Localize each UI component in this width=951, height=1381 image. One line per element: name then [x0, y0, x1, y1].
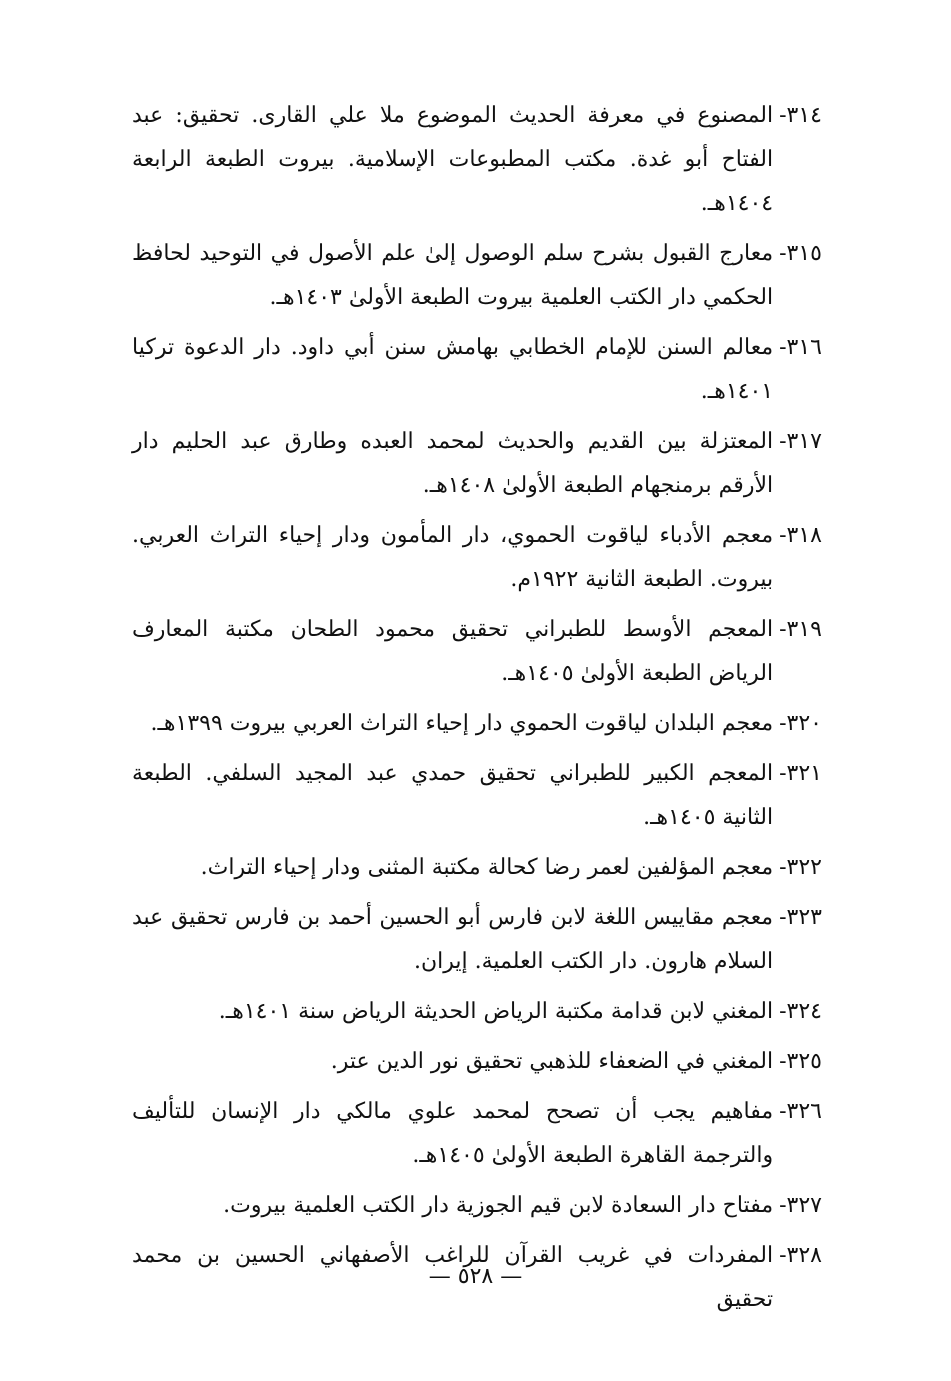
entry-text: مفاهيم يجب أن تصحح لمحمد علوي مالكي دار الإنسان للتأليف والترجمة القاهرة الطبعة الأولىٰ ١٤٠٥هـ. [132, 1099, 774, 1168]
entry-text: المفردات في غريب القرآن للراغب الأصفهاني الحسين بن محمد تحقيق [132, 1243, 774, 1312]
list-item [132, 514, 822, 602]
entry-text: المعجم الأوسط للطبراني تحقيق محمود الطحان مكتبة المعارف الرياض الطبعة الأولىٰ ١٤٠٥هـ. [132, 617, 774, 686]
entry-text: معجم البلدان لياقوت الحموي دار إحياء التراث العربي بيروت ١٣٩٩هـ. [150, 711, 774, 736]
entry-number: ٣١٦- [779, 335, 822, 360]
entry-text: المصنوع في معرفة الحديث الموضوع ملا علي القارى. تحقيق: عبد الفتاح أبو غدة. مكتب المطبوعات الإسلامية. بيروت الطبعة الرابعة ١٤٠٤هـ. [132, 103, 774, 216]
entry-number: ٣١٩- [779, 617, 822, 642]
list-item [132, 1184, 822, 1228]
list-item [132, 846, 822, 890]
page-number: — ٥٢٨ — [428, 1264, 523, 1289]
entry-number: ٣١٤- [779, 103, 822, 128]
entry-text: المغني لابن قدامة مكتبة الرياض الحديثة الرياض سنة ١٤٠١هـ. [218, 999, 774, 1024]
list-item [132, 420, 822, 508]
entry-number: ٣٢٦- [779, 1099, 822, 1124]
entry-text: المعجم الكبير للطبراني تحقيق حمدي عبد المجيد السلفي. الطبعة الثانية ١٤٠٥هـ. [132, 761, 774, 830]
entry-number: ٣١٧- [779, 429, 822, 454]
list-item [132, 326, 822, 414]
list-item [132, 1090, 822, 1178]
entry-text: معجم مقاييس اللغة لابن فارس أبو الحسين أحمد بن فارس تحقيق عبد السلام هارون. دار الكتب العلمية. إيران. [132, 905, 774, 974]
entry-text: المعتزلة بين القديم والحديث لمحمد العبده وطارق عبد الحليم دار الأرقم برمنجهام الطبعة الأولىٰ ١٤٠٨هـ. [132, 429, 774, 498]
entry-text: معجم المؤلفين لعمر رضا كحالة مكتبة المثنى ودار إحياء التراث. [200, 855, 774, 880]
bibliography-list [132, 94, 822, 1328]
entry-number: ٣٢٢- [779, 855, 822, 880]
entry-text: المغني في الضعفاء للذهبي تحقيق نور الدين عتر. [330, 1049, 774, 1074]
entry-number: ٣١٥- [779, 241, 822, 266]
entry-number: ٣٢٥- [779, 1049, 822, 1074]
list-item [132, 896, 822, 984]
entry-number: ٣١٨- [779, 523, 822, 548]
list-item [132, 232, 822, 320]
list-item [132, 1040, 822, 1084]
entry-number: ٣٢٤- [779, 999, 822, 1024]
entry-number: ٣٢١- [779, 761, 822, 786]
entry-text: مفتاح دار السعادة لابن قيم الجوزية دار الكتب العلمية بيروت. [223, 1193, 774, 1218]
entry-text: معالم السنن للإمام الخطابي بهامش سنن أبي داود. دار الدعوة تركيا ١٤٠١هـ. [132, 335, 774, 404]
list-item [132, 702, 822, 746]
entry-text: معارج القبول بشرح سلم الوصول إلىٰ علم الأصول في التوحيد لحافظ الحكمي دار الكتب العلمية بيروت الطبعة الأولىٰ ١٤٠٣هـ. [132, 241, 774, 310]
entry-number: ٣٢٨- [779, 1243, 822, 1268]
entry-number: ٣٢٠- [779, 711, 822, 736]
entry-number: ٣٢٧- [779, 1193, 822, 1218]
list-item [132, 608, 822, 696]
list-item [132, 94, 822, 226]
entry-number: ٣٢٣- [779, 905, 822, 930]
list-item [132, 990, 822, 1034]
list-item [132, 752, 822, 840]
entry-text: معجم الأدباء لياقوت الحموي، دار المأمون ودار إحياء التراث العربي. بيروت. الطبعة الثانية ١٩٢٢م. [132, 523, 774, 592]
